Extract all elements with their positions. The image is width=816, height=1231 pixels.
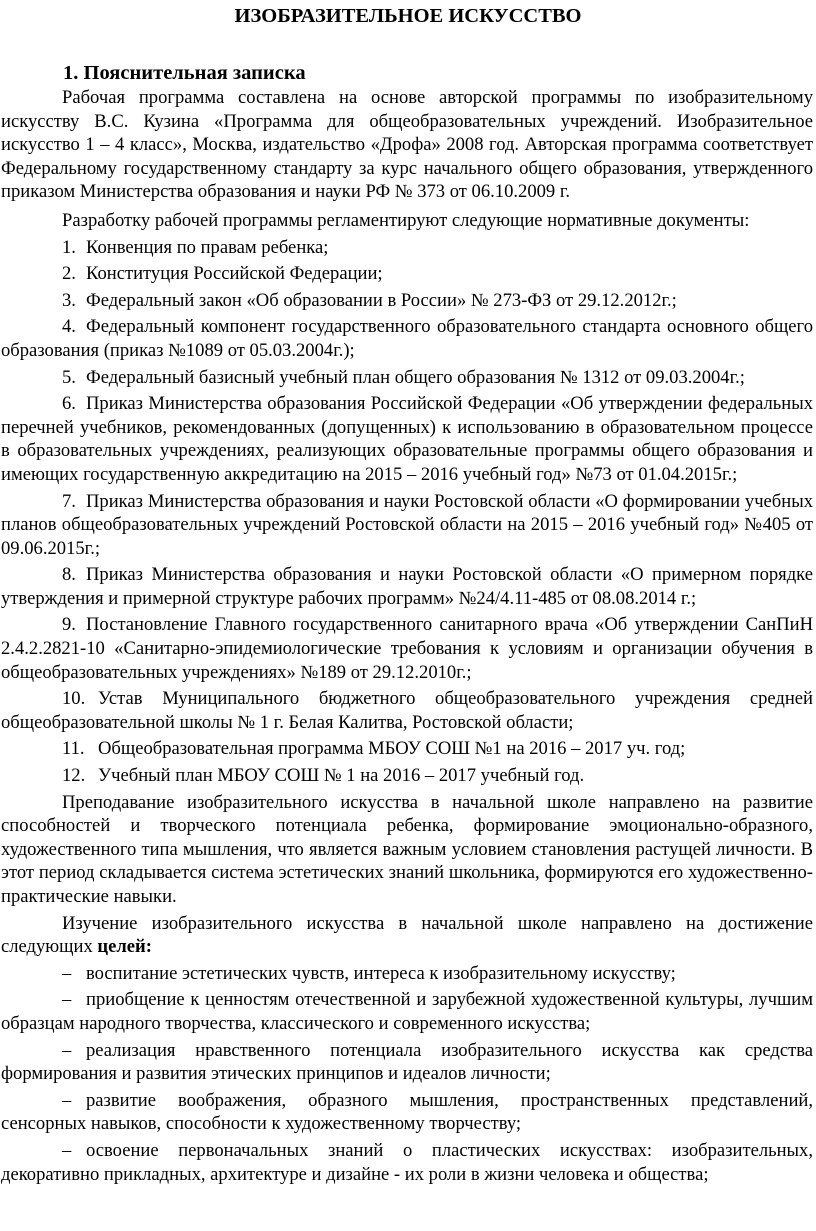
list-item-text: Общеобразовательная программа МБОУ СОШ №1 на 2016 – 2017 уч. год; [98,738,686,760]
goal-list-item [1,1039,813,1086]
document-list-item [1,262,813,286]
list-item-text: Конституция Российской Федерации; [86,263,383,285]
goal-list-item [1,1139,813,1186]
goals-intro-text: Изучение изобразительного искусства в начальной школе направлено на достижение следующих [1,912,813,958]
list-item-number: 3. [62,289,76,311]
list-item-number: 6. [62,393,76,415]
goal-text: освоение первоначальных знаний о пластических искусствах: изобразительных, декоративно прикладных, архитектуре и дизайне - их роли в жизни человека и общества; [1,1139,813,1185]
dash-bullet: – [62,1039,72,1061]
goal-text: приобщение к ценностям отечественной и зарубежной художественной культуры, лучшим образцам народного творчества, классического и современного искусства; [1,989,813,1034]
document-list-item [1,687,813,734]
list-item-number: 10. [62,688,86,710]
document-list-item [1,563,813,610]
regulatory-documents-list [1,236,813,788]
dash-bullet: – [62,1089,72,1111]
list-item-number: 1. [62,236,76,258]
list-item-text: Постановление Главного государственного санитарного врача «Об утверждении СанПиН 2.4.2.2821-10 «Санитарно-эпидемиологические требования к условиям и организации обучения в общеобразовательных учреждениях» №189 от 29.12.2010г.; [1,614,813,683]
list-item-text: Приказ Министерства образования и науки Ростовской области «О примерном порядке утверждения и примерной структуре рабочих программ» №24/4.11-485 от 08.08.2014 г.; [1,564,813,609]
goal-list-item [1,988,813,1035]
list-item-number: 11. [62,738,85,760]
goal-text: реализация нравственного потенциала изобразительного искусства как средства формирования и развития этических принципов и идеалов личности; [1,1039,813,1085]
list-item-number: 12. [62,765,86,787]
document-list-item [1,315,813,362]
goals-intro [1,912,813,959]
document-list-item [1,737,813,761]
goal-list-item [1,962,813,986]
list-item-number: 9. [62,614,76,636]
goal-text: развитие воображения, образного мышления, пространственных представлений, сенсорных навыков, способности к художественному творчеству; [1,1089,813,1135]
goal-text: воспитание эстетических чувств, интереса к изобразительному искусству; [86,962,676,984]
goals-word: целей: [97,936,152,958]
document-list-item [1,490,813,561]
list-item-number: 7. [62,490,76,512]
document-list-item [1,392,813,486]
list-item-text: Устав Муниципального бюджетного общеобразовательного учреждения средней общеобразовательной школы № 1 г. Белая Калитва, Ростовской области; [1,688,813,733]
list-item-text: Приказ Министерства образования Российской Федерации «Об утверждении федеральных перечней учебников, рекомендованных (допущенных) к использованию в образовательном процессе в образовательных учреждениях, реализующих образовательные программы общего образования и имеющих государственную аккредитацию на 2015 – 2016 учебный год» №73 от 01.04.2015г.; [1,393,813,485]
document-list-item [1,289,813,313]
dash-bullet: – [62,989,72,1011]
list-item-text: Конвенция по правам ребенка; [86,236,329,258]
dash-bullet: – [62,1139,72,1161]
document-title: ИЗОБРАЗИТЕЛЬНОЕ ИСКУССТВО [234,5,582,27]
list-item-text: Приказ Министерства образования и науки Ростовской области «О формировании учебных планов общеобразовательных учреждений Ростовской области на 2015 – 2016 учебный год» №405 от 09.06.2015г.; [1,490,813,559]
document-list-item [1,366,813,390]
list-item-text: Федеральный базисный учебный план общего образования № 1312 от 09.03.2004г.; [86,366,745,388]
goal-list-item [1,1089,813,1136]
goals-list [1,962,813,1186]
regulation-intro: Разработку рабочей программы регламентируют следующие нормативные документы: [62,209,750,231]
teaching-paragraph: Преподавание изобразительного искусства в начальной школе направлено на развитие способностей и творческого потенциала ребенка, формирование эмоционально-образного, художественного типа мышления, что является важным условием становления растущей личности. В этот период складывается система эстетических знаний школьника, формируются его художественно-практические навыки. [1,791,813,907]
intro-paragraph: Рабочая программа составлена на основе авторской программы по изобразительному искусству В.С. Кузина «Программа для общеобразовательных учреждений. Изобразительное искусство 1 – 4 класс», Москва, издательство «Дрофа» 2008 год. Авторская программа соответствует Федеральному государственному стандарту за курс начального общего образования, утвержденного приказом Министерства образования и науки РФ № 373 от 06.10.2009 г. [1,87,813,203]
list-item-text: Федеральный закон «Об образовании в России» № 273-ФЗ от 29.12.2012г.; [86,289,677,311]
document-list-item [1,764,813,788]
list-item-number: 2. [62,263,76,285]
list-item-number: 4. [62,316,76,338]
document-list-item [1,236,813,260]
list-item-number: 8. [62,564,76,586]
list-item-text: Учебный план МБОУ СОШ № 1 на 2016 – 2017 учебный год. [98,765,585,787]
list-item-number: 5. [62,366,76,388]
document-list-item [1,613,813,684]
section-heading: 1. Пояснительная записка [63,62,306,84]
list-item-text: Федеральный компонент государственного образовательного стандарта основного общего образования (приказ №1089 от 05.03.2004г.); [1,316,813,361]
dash-bullet: – [62,962,72,984]
